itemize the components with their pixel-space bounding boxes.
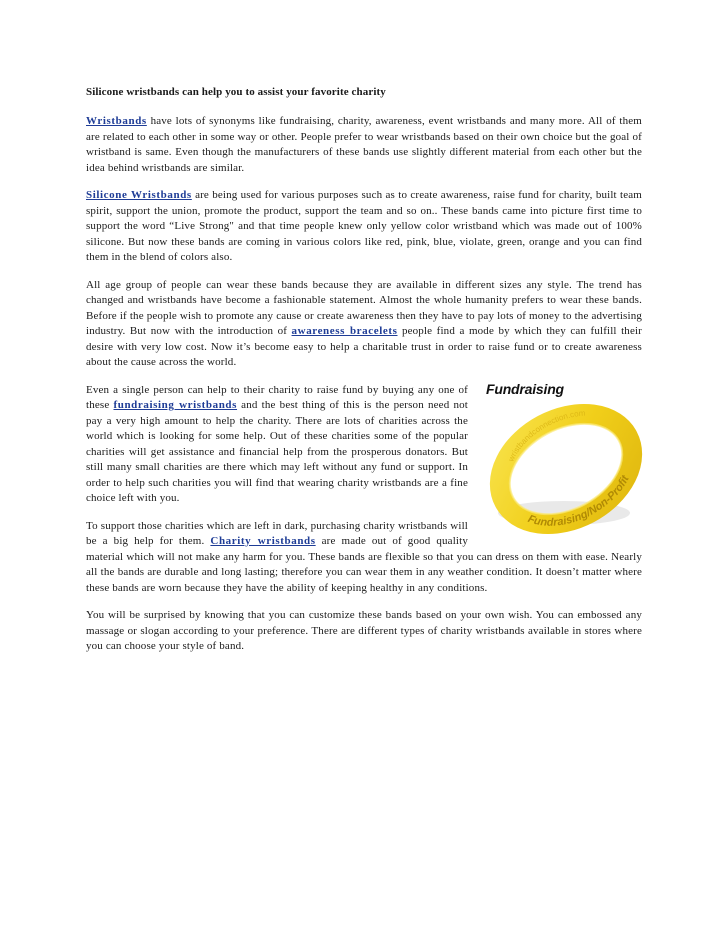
band-inner-text: wristbandconnection.com [506,408,586,463]
article-title: Silicone wristbands can help you to assist your favorite charity [86,86,386,98]
paragraph-1 [86,114,642,176]
article [86,80,642,667]
paragraph-6: You will be surprised by knowing that you can customize these bands based on your own wish. You can embossed any massage or slogan according to your preference. There are different types of charity wristbands available in stores where you can choose your style of band. [86,609,642,652]
paragraph-5-after: are made out of good quality material which will not make any harm for you. These bands are flexible so that you can dress on them with ease. Nearly all the bands are durable and long lasting; therefore you can wear them in any weather condition. It doesn’t matter where these bands are worn because they have the ability of keeping healthy in any conditions. [86,535,642,594]
paragraph-1-text: have lots of synonyms like fundraising, charity, awareness, event wristbands and many more. All of them are related to each other in some way or other. People prefer to wear wristbands based on their own choice but the goal of wristband is same. Even though the manufacturers of these bands use slightly different material from each other but the idea behind wristbands are similar. [86,115,642,174]
link-awareness-bracelets[interactable]: awareness bracelets [291,325,398,337]
paragraph-3-before: All age group of people can wear these bands because they are available in different sizes any style. The trend has changed and wristbands have become a fashionable statement. Almost the whole humanity prefers to wear these bands. Before if the people wish to promote any cause or create awareness then they have to pay lots of money to the advertising industry. But now with the introduction of [86,278,642,337]
paragraph-3 [86,278,642,371]
band-engraved-text: Fundraising/Non-Profit [526,473,632,529]
paragraph-3-after: people find a mode by which they can fulfill their desire with very low cost. Now it’s become easy to help a charitable trust in order to raise fund or to create awareness about the cause across the world. [86,325,642,368]
link-wristbands[interactable]: Wristbands [86,115,147,127]
paragraph-2 [86,188,642,266]
link-fundraising-wristbands[interactable]: fundraising wristbands [113,399,238,411]
paragraph-4-before: Even a single person can help to their charity to raise fund by buying any one of these [86,383,468,411]
link-charity-wristbands[interactable]: Charity wristbands [210,535,316,547]
image-heading: Fundraising [486,380,564,397]
paragraph-4-after: and the best thing of this is the person need not pay a very high amount to help the charity. There are lots of charities across the world which is looking for some help. Out of these charities some of the popular charities will get assistance and financial help from the prosperous donators. But still many small charities are there which may left without any fund or support. In order to help such charities you will find that wearing charity wristbands are a fine choice left with you. [86,399,468,504]
link-silicone-wristbands[interactable]: Silicone Wristbands [86,189,192,201]
paragraph-2-text: are being used for various purposes such as to create awareness, raise fund for charity, built team spirit, support the union, promote the product, support the team and so on.. These bands came into picture first time to support the word “Live Strong" and that time people knew only yellow color wristband which was made out of 100% silicone. But now these bands are coming in various colors like red, pink, blue, violate, green, orange and you can find them in the blend of colors also. [86,189,642,263]
wristband-image [476,381,644,545]
paragraph-5-before: To support those charities which are left in dark, purchasing charity wristbands will be a big help for them. [86,519,468,547]
wristband-illustration [476,395,644,545]
